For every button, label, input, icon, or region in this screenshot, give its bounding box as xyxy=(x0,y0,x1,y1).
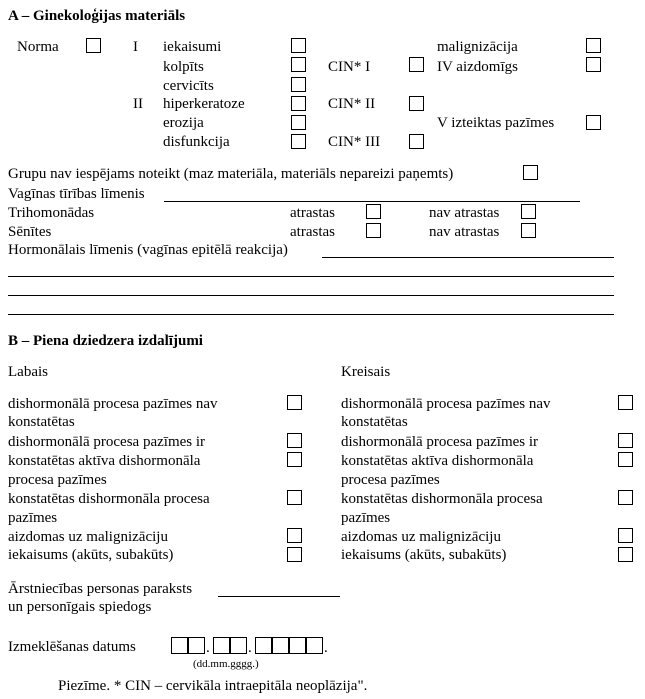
kolpits-label: kolpīts xyxy=(163,59,204,75)
cin1-label: CIN* I xyxy=(328,59,371,75)
iv-aizdomigs-label: IV aizdomīgs xyxy=(437,59,518,75)
senites-nav-atrastas-checkbox[interactable] xyxy=(521,223,536,238)
date-dot-1: . xyxy=(206,640,210,656)
hormonalais-line-3[interactable] xyxy=(8,295,614,296)
kreisais-item5: aizdomas uz malignizāciju xyxy=(341,529,501,545)
date-format-hint: (dd.mm.gggg.) xyxy=(193,658,259,670)
senites-atrastas-label: atrastas xyxy=(290,224,335,240)
erozija-checkbox[interactable] xyxy=(291,115,306,130)
section-a-title: A – Ginekoloģijas materiāls xyxy=(8,8,186,24)
date-dot-3: . xyxy=(324,640,328,656)
group-ii-label: II xyxy=(133,96,143,112)
norma-label: Norma xyxy=(17,39,59,55)
cin2-label: CIN* II xyxy=(328,96,376,112)
iv-aizdomigs-checkbox[interactable] xyxy=(586,57,601,72)
kreisais-item1-line1: dishormonālā procesa pazīmes nav xyxy=(341,396,551,412)
labais-item3-line1: konstatētas aktīva dishormonāla xyxy=(8,453,201,469)
kreisais-item3-line2: procesa pazīmes xyxy=(341,472,440,488)
group-i-label: I xyxy=(133,39,138,55)
paraksts-label-line2: un personīgais spiedogs xyxy=(8,599,152,615)
iekaisumi-label: iekaisumi xyxy=(163,39,222,55)
kreisais-item1-checkbox[interactable] xyxy=(618,395,633,410)
disfunkcija-label: disfunkcija xyxy=(163,134,230,150)
hormonalais-label: Hormonālais līmenis (vagīnas epitēlā reakcija) xyxy=(8,242,288,258)
labais-item6: iekaisums (akūts, subakūts) xyxy=(8,547,174,563)
labais-item1-line1: dishormonālā procesa pazīmes nav xyxy=(8,396,218,412)
date-month-1[interactable] xyxy=(213,637,230,654)
iekaisumi-checkbox[interactable] xyxy=(291,38,306,53)
kreisais-item1-line2: konstatētas xyxy=(341,414,408,430)
trihomonadas-atrastas-label: atrastas xyxy=(290,205,335,221)
kreisais-item3-checkbox[interactable] xyxy=(618,452,633,467)
hormonalais-line[interactable] xyxy=(322,257,614,258)
cervicits-label: cervicīts xyxy=(163,78,214,94)
date-year-4[interactable] xyxy=(306,637,323,654)
labais-item2-checkbox[interactable] xyxy=(287,433,302,448)
kreisais-item4-line2: pazīmes xyxy=(341,510,391,526)
erozija-label: erozija xyxy=(163,115,204,131)
vaginas-tiribas-line[interactable] xyxy=(164,201,580,202)
paraksts-line[interactable] xyxy=(218,596,340,597)
kreisais-item4-line1: konstatētas dishormonāla procesa xyxy=(341,491,543,507)
kreisais-item6: iekaisums (akūts, subakūts) xyxy=(341,547,507,563)
kolpits-checkbox[interactable] xyxy=(291,57,306,72)
kreisais-item4-checkbox[interactable] xyxy=(618,490,633,505)
labais-item1-checkbox[interactable] xyxy=(287,395,302,410)
hormonalais-line-2[interactable] xyxy=(8,276,614,277)
vaginas-tiribas-label: Vagīnas tīrības līmenis xyxy=(8,186,145,202)
trihomonadas-nav-atrastas-checkbox[interactable] xyxy=(521,204,536,219)
v-izteiktas-label: V izteiktas pazīmes xyxy=(437,115,555,131)
kreisais-item6-checkbox[interactable] xyxy=(618,547,633,562)
malignizacija-label: malignizācija xyxy=(437,39,518,55)
date-day-2[interactable] xyxy=(188,637,205,654)
date-year-2[interactable] xyxy=(272,637,289,654)
grupu-nav-checkbox[interactable] xyxy=(523,165,538,180)
cin2-checkbox[interactable] xyxy=(409,96,424,111)
kreisais-item5-checkbox[interactable] xyxy=(618,528,633,543)
cin3-checkbox[interactable] xyxy=(409,134,424,149)
senites-atrastas-checkbox[interactable] xyxy=(366,223,381,238)
trihomonadas-nav-atrastas-label: nav atrastas xyxy=(429,205,500,221)
disfunkcija-checkbox[interactable] xyxy=(291,134,306,149)
labais-item4-line2: pazīmes xyxy=(8,510,58,526)
paraksts-label-line1: Ārstniecības personas paraksts xyxy=(8,581,193,597)
kreisais-item2: dishormonālā procesa pazīmes ir xyxy=(341,434,539,450)
izmeklesanas-label: Izmeklēšanas datums xyxy=(8,639,136,655)
date-month-2[interactable] xyxy=(230,637,247,654)
hiperkeratoze-label: hiperkeratoze xyxy=(163,96,245,112)
v-izteiktas-checkbox[interactable] xyxy=(586,115,601,130)
section-b-title: B – Piena dziedzera izdalījumi xyxy=(8,333,203,349)
norma-checkbox[interactable] xyxy=(86,38,101,53)
labais-item4-line1: konstatētas dishormonāla procesa xyxy=(8,491,210,507)
cervicits-checkbox[interactable] xyxy=(291,77,306,92)
cin1-checkbox[interactable] xyxy=(409,57,424,72)
kreisais-item3-line1: konstatētas aktīva dishormonāla xyxy=(341,453,534,469)
date-day-1[interactable] xyxy=(171,637,188,654)
date-year-3[interactable] xyxy=(289,637,306,654)
labais-item4-checkbox[interactable] xyxy=(287,490,302,505)
labais-item6-checkbox[interactable] xyxy=(287,547,302,562)
labais-item3-line2: procesa pazīmes xyxy=(8,472,107,488)
grupu-nav-label: Grupu nav iespējams noteikt (maz materiāla, materiāls nepareizi paņemts) xyxy=(8,166,454,182)
labais-label: Labais xyxy=(8,364,48,380)
hormonalais-line-4[interactable] xyxy=(8,314,614,315)
cin-note: Piezīme. * CIN – cervikāla intraepitāla neoplāzija". xyxy=(58,678,368,694)
labais-item3-checkbox[interactable] xyxy=(287,452,302,467)
hiperkeratoze-checkbox[interactable] xyxy=(291,96,306,111)
date-year-1[interactable] xyxy=(255,637,272,654)
trihomonadas-label: Trihomonādas xyxy=(8,205,95,221)
labais-item5-checkbox[interactable] xyxy=(287,528,302,543)
senites-nav-atrastas-label: nav atrastas xyxy=(429,224,500,240)
labais-item2: dishormonālā procesa pazīmes ir xyxy=(8,434,206,450)
date-dot-2: . xyxy=(248,640,252,656)
trihomonadas-atrastas-checkbox[interactable] xyxy=(366,204,381,219)
malignizacija-checkbox[interactable] xyxy=(586,38,601,53)
labais-item1-line2: konstatētas xyxy=(8,414,75,430)
senites-label: Sēnītes xyxy=(8,224,52,240)
kreisais-label: Kreisais xyxy=(341,364,391,380)
cin3-label: CIN* III xyxy=(328,134,381,150)
labais-item5: aizdomas uz malignizāciju xyxy=(8,529,168,545)
kreisais-item2-checkbox[interactable] xyxy=(618,433,633,448)
